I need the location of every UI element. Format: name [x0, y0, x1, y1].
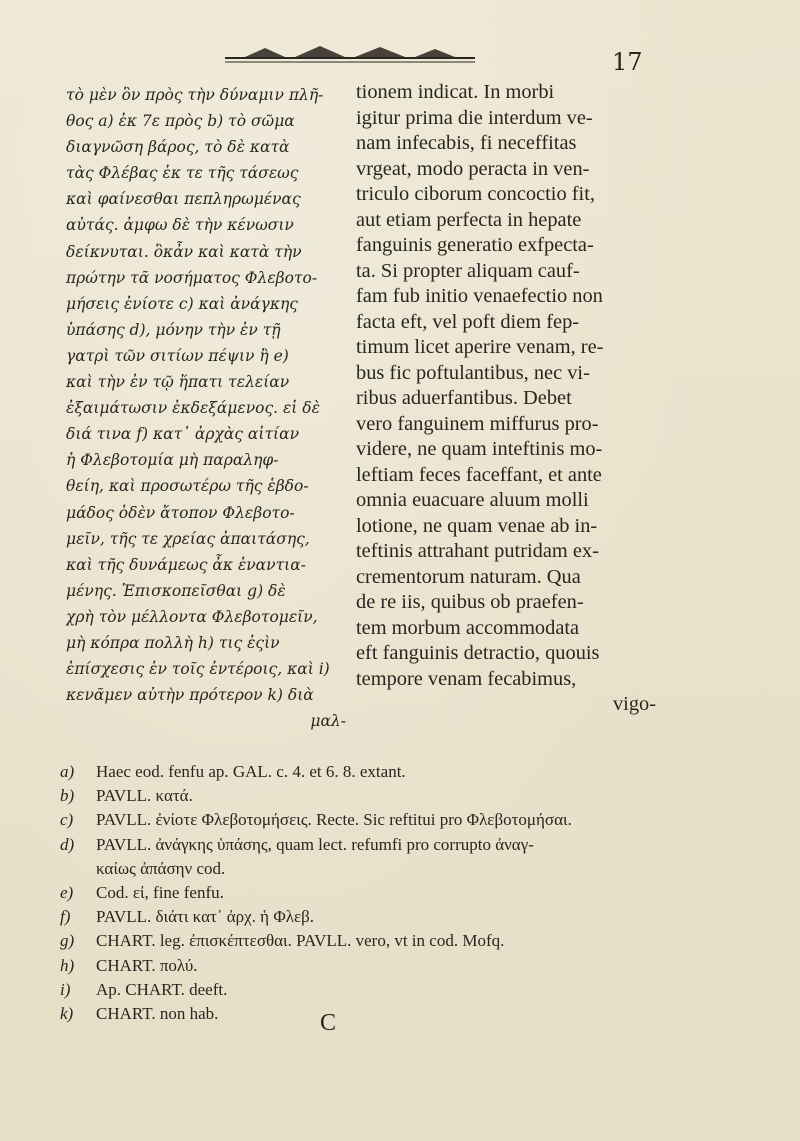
footnote-text: Ap. CHART. deeft. [96, 979, 228, 999]
footnote-marker: e) [60, 883, 74, 903]
greek-line: κενᾶμεν αὐτὴν πρότερον k) διὰ [66, 686, 314, 705]
latin-line: timum licet aperire venam, re- [356, 336, 604, 358]
greek-line: μάδος ὁδὲν ἄτοπον Φλεβοτο- [66, 503, 295, 522]
greek-line: καὶ τῆς δυνάμεως ἆκ ἐναντια- [66, 555, 306, 574]
footnotes [60, 760, 680, 1026]
latin-line: tempore venam fecabimus, [356, 667, 577, 690]
latin-line: ribus aduerfantibus. Debet [356, 387, 572, 409]
latin-line: nam infecabis, fi neceffitas [356, 132, 577, 154]
greek-line: χρὴ τὸν μέλλοντα Φλεβοτομεῖν, [66, 607, 318, 626]
latin-line: teftinis attrahant putridam ex- [356, 540, 599, 562]
latin-line: de re iis, quibus ob praefen- [356, 591, 584, 613]
footnote [60, 808, 680, 832]
greek-line: διά τινα f) κατ᾽ ἀρχὰς αἰτίαν [66, 425, 299, 444]
latin-text-column [356, 80, 656, 718]
latin-line: fanguinis generatio exfpecta- [356, 234, 594, 256]
latin-line: fam fub initio venaefectio non [356, 285, 603, 307]
greek-line: γατρὶ τῶν σιτίων πέψιν ἢ e) [66, 346, 289, 365]
latin-line: videre, ne quam inteftinis mo- [356, 438, 603, 460]
footnote-text: PAVLL. ἐνίοτε Φλεβοτομήσεις. Recte. Sic reftitui pro Φλεβοτομήσαι. [96, 810, 572, 830]
footnote [60, 857, 680, 881]
latin-line: bus fic poftulantibus, nec vi- [356, 361, 590, 384]
footnote [60, 905, 680, 929]
footnote-text: CHART. non hab. [96, 1004, 219, 1024]
greek-line: δείκνυται. ὃκἆν καὶ κατὰ τὴν [66, 242, 302, 261]
greek-line: καὶ φαίνεσθαι πεπληρωμένας [66, 190, 301, 209]
greek-line: μένης. Ἐπισκοπεῖσθαι g) δὲ [66, 581, 286, 600]
latin-line: lotione, ne quam venae ab in- [356, 514, 598, 537]
footnote-text: PAVLL. διάτι κατ᾽ ἀρχ. ἡ Φλεβ. [96, 907, 315, 927]
latin-line: tionem indicat. In morbi [356, 81, 555, 103]
latin-line: ta. Si propter aliquam cauf- [356, 259, 580, 282]
latin-line: leftiam feces faceffant, et ante [356, 463, 602, 486]
footnote [60, 881, 680, 905]
greek-line: ἐξαιμάτωσιν ἐκδεξάμενος. εἰ δὲ [66, 399, 320, 418]
greek-line: μαλ- [310, 712, 346, 731]
latin-line: vrgeat, modo peracta in ven- [356, 157, 590, 180]
latin-line: triculo ciborum concoctio fit, [356, 183, 595, 205]
greek-line: ὑπάσης d), μόνην τὴν ἐν τῇ [66, 320, 281, 339]
latin-line: igitur prima die interdum ve- [356, 106, 593, 129]
footnote-marker: k) [60, 1004, 74, 1024]
greek-line: τὰς Φλέβας ἐκ τε τῆς τάσεως [66, 164, 299, 183]
signature-mark: C [320, 1010, 337, 1036]
greek-line: μὴ κόπρα πολλὴ h) τις ἐςὶν [66, 633, 280, 652]
greek-line: τὸ μὲν ὃν πρὸς τὴν δύναμιν πλῆ- [66, 86, 324, 104]
latin-line: tem morbum accommodata [356, 616, 580, 639]
greek-text-column [66, 82, 346, 734]
greek-line: θος a) ἐκ 7ε πρὸς b) τὸ σῶμα [66, 112, 295, 131]
latin-line: facta eft, vel poft diem fep- [356, 310, 580, 333]
footnote-text: CHART. leg. ἐπισκέπτεσθαι. PAVLL. vero, vt in cod. Mofq. [96, 931, 505, 951]
footnote-text: PAVLL. ἀνάγκης ὑπάσης, quam lect. refumfi pro corrupto ἀναγ- [96, 834, 534, 854]
page-number: 17 [612, 48, 643, 76]
footnote [60, 1002, 680, 1026]
footnote [60, 784, 680, 808]
footnote-marker: i) [60, 979, 71, 999]
header-ornament [225, 44, 475, 66]
footnote [60, 760, 680, 784]
footnote [60, 954, 680, 978]
footnote-marker [60, 857, 96, 881]
greek-line: ἐπίσχεσις ἐν τοῖς ἐντέροις, καὶ i) [66, 660, 330, 679]
greek-line: αὐτάς. ἀμφω δὲ τὴν κένωσιν [66, 216, 294, 235]
greek-line: ἡ Φλεβοτομία μὴ παραληφ- [66, 451, 279, 470]
latin-line: aut etiam perfecta in hepate [356, 208, 582, 231]
footnote [60, 833, 680, 857]
latin-line: eft fanguinis detractio, quouis [356, 642, 600, 664]
footnote-marker: b) [60, 786, 75, 806]
footnote-marker: h) [60, 955, 75, 975]
footnote-marker: c) [60, 810, 74, 830]
footnote [60, 929, 680, 953]
footnote-text: PAVLL. κατά. [96, 786, 193, 806]
latin-line: omnia euacuare aluum molli [356, 489, 589, 511]
greek-line: μεῖν, τῆς τε χρείας ἀπαιτάσης, [66, 529, 310, 548]
greek-line: μήσεις ἐνίοτε c) καὶ ἀνάγκης [66, 294, 298, 313]
greek-line: καὶ τὴν ἐν τῷ ἥπατι τελείαν [66, 373, 290, 392]
greek-line: διαγνῶση βάρος, τὸ δὲ κατὰ [66, 138, 290, 157]
latin-line: vero fanguinem miffurus pro- [356, 412, 599, 435]
latin-line: vigo- [612, 693, 656, 715]
footnote [60, 978, 680, 1002]
greek-line: πρώτην τᾶ νοσήματος Φλεβοτο- [66, 268, 318, 287]
latin-line: crementorum naturam. Qua [356, 565, 581, 588]
footnote-text: Haec eod. fenfu ap. GAL. c. 4. et 6. 8. extant. [96, 762, 406, 781]
footnote-marker: d) [60, 834, 75, 854]
footnote-text: καίως ἀπάσην cod. [96, 858, 226, 878]
footnote-text: CHART. πολύ. [96, 955, 198, 975]
footnote-marker: a) [60, 762, 75, 781]
footnote-marker: f) [60, 907, 71, 927]
footnote-marker: g) [60, 931, 75, 951]
footnote-text: Cod. εἰ, fine fenfu. [96, 883, 224, 903]
greek-line: θείη, καὶ προσωτέρω τῆς ἑβδο- [66, 477, 309, 496]
